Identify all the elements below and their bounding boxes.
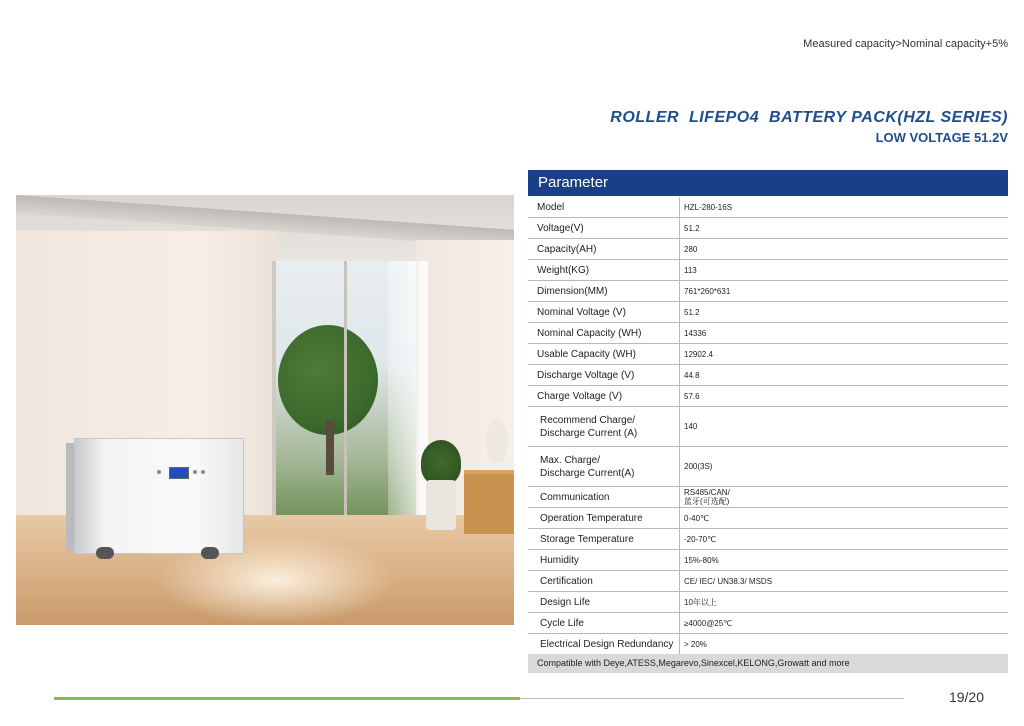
table-row	[528, 407, 1008, 447]
compatibility-note: Compatible with Deye,ATESS,Megarevo,Sinexcel,KELONG,Growatt and more	[528, 654, 1008, 673]
param-label: Weight(KG)	[528, 260, 680, 280]
footer-accent-line	[54, 697, 520, 700]
param-label: Model	[528, 197, 680, 217]
param-value: 15%-80%	[684, 555, 719, 565]
param-value: > 20%	[684, 639, 707, 649]
param-value: 280	[684, 244, 698, 254]
parameter-table	[528, 197, 1008, 655]
param-label: Electrical Design Redundancy	[528, 634, 680, 654]
table-row	[528, 197, 1008, 218]
param-label: Usable Capacity (WH)	[528, 344, 680, 364]
table-row	[528, 592, 1008, 613]
param-label	[528, 447, 680, 486]
param-label: Capacity(AH)	[528, 239, 680, 259]
param-value: 140	[684, 422, 698, 431]
param-label-line1: Max. Charge/	[540, 454, 601, 466]
table-row	[528, 323, 1008, 344]
param-value: CE/ IEC/ UN38.3/ MSDS	[684, 576, 773, 586]
param-value: 10年以上	[684, 597, 717, 607]
table-row	[528, 365, 1008, 386]
param-value-line1: RS485/CAN/	[684, 488, 730, 497]
param-label: Storage Temperature	[528, 529, 680, 549]
param-label-line2: Discharge Current (A)	[540, 427, 638, 439]
param-label: Voltage(V)	[528, 218, 680, 238]
param-label: Certification	[528, 571, 680, 591]
param-label: Design Life	[528, 592, 680, 612]
param-value-line2: 蓝牙(可选配)	[684, 497, 730, 506]
param-value: 12902.4	[684, 349, 713, 359]
param-label: Operation Temperature	[528, 508, 680, 528]
table-row	[528, 634, 1008, 655]
parameter-heading: Parameter	[528, 170, 1008, 196]
table-row	[528, 302, 1008, 323]
param-label: Dimension(MM)	[528, 281, 680, 301]
table-row	[528, 239, 1008, 260]
param-value: 113	[684, 265, 697, 275]
param-value: ≥4000@25℃	[684, 618, 733, 628]
param-value: -20-70℃	[684, 534, 717, 544]
param-value: 51.2	[684, 223, 700, 233]
product-photo	[16, 195, 514, 625]
capacity-note: Measured capacity>Nominal capacity+5%	[803, 38, 1008, 50]
param-value: 44.8	[684, 370, 700, 380]
param-value	[680, 487, 1008, 507]
table-row	[528, 218, 1008, 239]
table-row	[528, 571, 1008, 592]
param-label: Nominal Voltage (V)	[528, 302, 680, 322]
param-label: Humidity	[528, 550, 680, 570]
table-row	[528, 447, 1008, 487]
param-label-line2: Discharge Current(A)	[540, 467, 635, 479]
footer-divider	[520, 698, 904, 699]
param-label: Cycle Life	[528, 613, 680, 633]
param-value: 200(3S)	[684, 462, 713, 471]
table-row	[528, 508, 1008, 529]
product-subtitle: LOW VOLTAGE 51.2V	[875, 130, 1008, 145]
param-label	[528, 407, 680, 446]
battery-pack-image	[74, 438, 244, 554]
table-row	[528, 260, 1008, 281]
table-row	[528, 344, 1008, 365]
table-row	[528, 529, 1008, 550]
table-row	[528, 550, 1008, 571]
param-value: 761*260*631	[684, 286, 731, 296]
table-row	[528, 386, 1008, 407]
param-label-line1: Recommend Charge/	[540, 414, 636, 426]
param-value: 0-40℃	[684, 513, 709, 523]
param-value: HZL-280-16S	[684, 202, 733, 212]
param-label: Charge Voltage (V)	[528, 386, 680, 406]
param-label: Communication	[528, 487, 680, 507]
param-value: 14336	[684, 328, 707, 338]
product-title: ROLLER LIFEPO4 BATTERY PACK(HZL SERIES)	[610, 109, 1008, 126]
table-row	[528, 613, 1008, 634]
table-row	[528, 487, 1008, 508]
table-row	[528, 281, 1008, 302]
param-value: 57.6	[684, 391, 700, 401]
page-number: 19/20	[948, 689, 984, 705]
param-label: Discharge Voltage (V)	[528, 365, 680, 385]
param-value: 51.2	[684, 307, 700, 317]
param-label: Nominal Capacity (WH)	[528, 323, 680, 343]
